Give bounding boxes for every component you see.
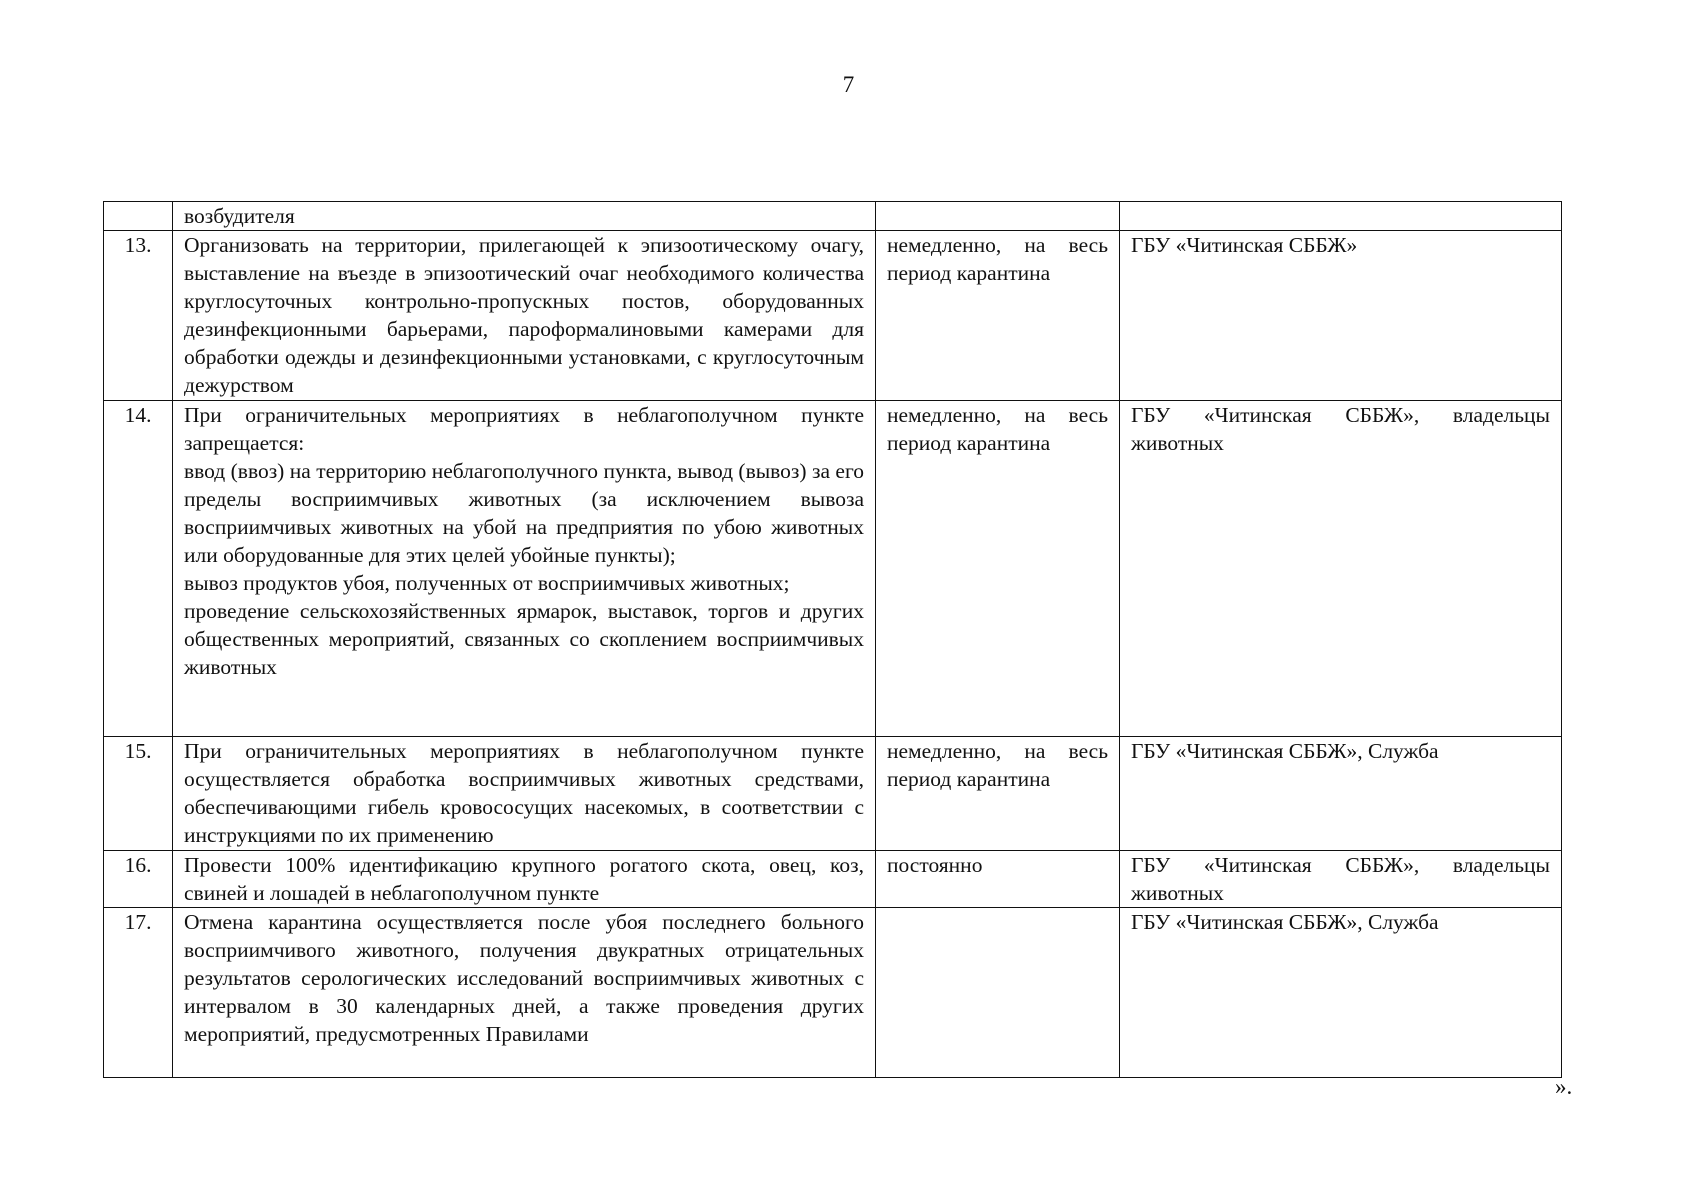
row-number-cell: 17. (104, 908, 173, 1078)
responsible-cell (1120, 737, 1562, 851)
measure-paragraph: ввод (ввоз) на территорию неблагополучного пункта, вывод (вывоз) за его пределы восприимчивых животных (за исключением вывоза восприимчивых животных на убой на предприятия по убою животных или оборудованные для этих целей убойные пункты); (184, 459, 864, 567)
responsible-cell (1120, 231, 1562, 401)
measure-cell (173, 851, 876, 908)
responsible-text: ГБУ «Читинская СББЖ», Служба (1131, 910, 1439, 934)
term-text: немедленно, на весь период карантина (887, 403, 1108, 455)
measure-paragraph: Отмена карантина осуществляется после убоя последнего больного восприимчивого животного, получения двукратных отрицательных результатов серологических исследований восприимчивых животных с интервалом в 30 календарных дней, а также проведения других мероприятий, предусмотренных Правилами (184, 910, 864, 1046)
responsible-text: ГБУ «Читинская СББЖ», владельцы животных (1131, 853, 1550, 905)
measure-cell (173, 737, 876, 851)
measure-cell (173, 231, 876, 401)
responsible-cell (1120, 401, 1562, 737)
closing-quote-mark: ». (1555, 1074, 1573, 1099)
measure-paragraph: вывоз продуктов убоя, полученных от восприимчивых животных; (184, 571, 790, 595)
table-row (104, 231, 1562, 401)
responsible-cell (1120, 908, 1562, 1078)
table-row (104, 401, 1562, 737)
measure-cell (173, 908, 876, 1078)
measure-paragraph: Провести 100% идентификацию крупного рогатого скота, овец, коз, свиней и лошадей в неблагополучном пункте (184, 853, 864, 905)
responsible-text: ГБУ «Читинская СББЖ», Служба (1131, 739, 1439, 763)
measure-paragraph: При ограничительных мероприятиях в неблагополучном пункте осуществляется обработка восприимчивых животных средствами, обеспечивающими гибель кровососущих насекомых, в соответствии с инструкциями по их применению (184, 739, 864, 847)
term-cell (876, 401, 1120, 737)
term-text: немедленно, на весь период карантина (887, 233, 1108, 285)
term-cell (876, 202, 1120, 231)
measure-cell (173, 401, 876, 737)
row-number-cell (104, 202, 173, 231)
term-text: немедленно, на весь период карантина (887, 739, 1108, 791)
term-cell (876, 737, 1120, 851)
term-cell (876, 851, 1120, 908)
table-row (104, 851, 1562, 908)
responsible-text: ГБУ «Читинская СББЖ» (1131, 233, 1358, 257)
measure-paragraph: проведение сельскохозяйственных ярмарок, выставок, торгов и других общественных мероприятий, связанных со скоплением восприимчивых животных (184, 599, 864, 679)
measure-cell (173, 202, 876, 231)
responsible-cell (1120, 202, 1562, 231)
measure-paragraph: Организовать на территории, прилегающей к эпизоотическому очагу, выставление на въезде в эпизоотический очаг необходимого количества круглосуточных контрольно-пропускных постов, оборудованных дезинфекционными барьерами, пароформалиновыми камерами для обработки одежды и дезинфекционными установками, с круглосуточным дежурством (184, 233, 864, 397)
table-row (104, 908, 1562, 1078)
measure-paragraph: При ограничительных мероприятиях в неблагополучном пункте запрещается: (184, 403, 864, 455)
term-cell (876, 908, 1120, 1078)
row-number-cell: 15. (104, 737, 173, 851)
term-cell (876, 231, 1120, 401)
responsible-text: ГБУ «Читинская СББЖ», владельцы животных (1131, 403, 1550, 455)
row-number-cell: 14. (104, 401, 173, 737)
page-number: 7 (842, 72, 855, 97)
responsible-cell (1120, 851, 1562, 908)
term-text: постоянно (887, 853, 983, 877)
table-row (104, 737, 1562, 851)
row-number-cell: 16. (104, 851, 173, 908)
measures-table-body (104, 202, 1562, 1078)
table-row (104, 202, 1562, 231)
measure-paragraph: возбудителя (184, 204, 295, 228)
row-number-cell: 13. (104, 231, 173, 401)
measures-table (103, 201, 1562, 1078)
